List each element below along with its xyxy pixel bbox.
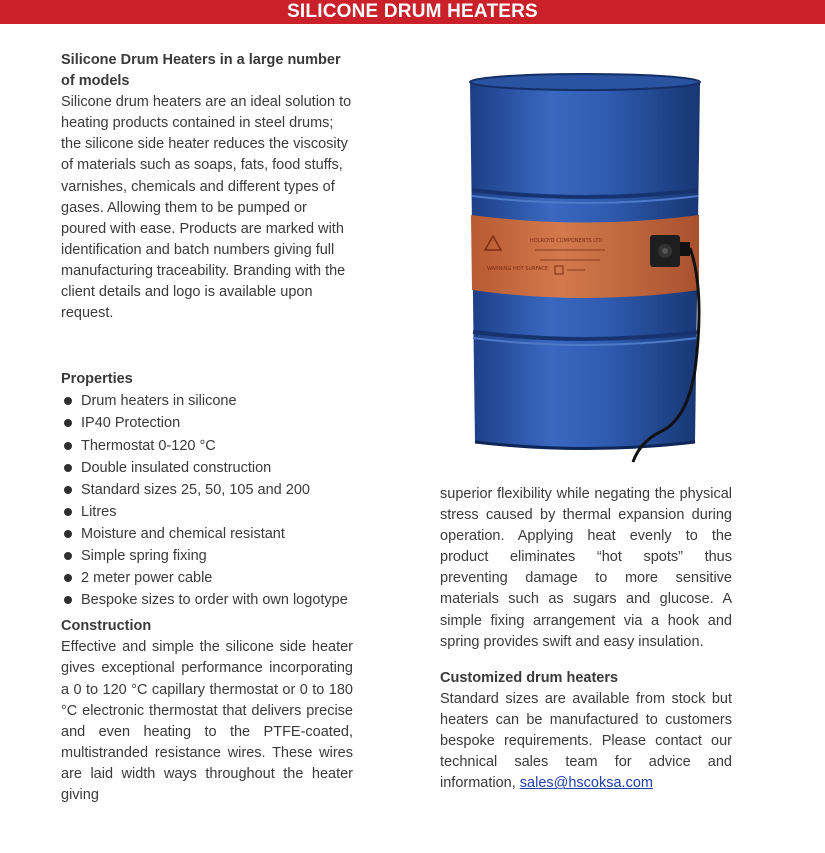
bullet-icon: [64, 596, 72, 604]
bullet-icon: [64, 530, 72, 538]
list-item: Bespoke sizes to order with own logotype: [61, 589, 353, 611]
left-column: [61, 50, 353, 806]
bullet-icon: [64, 397, 72, 405]
list-item: Drum heaters in silicone: [61, 390, 353, 412]
bullet-icon: [64, 419, 72, 427]
intro-heading: Silicone Drum Heaters in a large number of models: [61, 52, 341, 90]
list-item: 2 meter power cable: [61, 567, 353, 589]
drum-heater-image: [455, 70, 715, 470]
list-item: Standard sizes 25, 50, 105 and 200: [61, 479, 353, 501]
list-item: Double insulated construction: [61, 457, 353, 479]
right-column: [440, 484, 732, 794]
bullet-icon: [64, 574, 72, 582]
construction-text: Effective and simple the silicone side heater gives exceptional performance incorporating a 0 to 120 °C capillary thermostat or 0 to 180 °C electronic thermostat that delivers precise and even heating to the PTFE-coated, multistranded resistance wires. These wires are laid width ways throughout the heater giving: [61, 639, 353, 803]
bullet-icon: [64, 442, 72, 450]
list-item: Simple spring fixing: [61, 545, 353, 567]
email-link[interactable]: sales@hscoksa.com: [519, 775, 653, 792]
page-banner: SILICONE DRUM HEATERS: [0, 0, 825, 24]
list-item: Moisture and chemical resistant: [61, 523, 353, 545]
construction-text-continued: superior flexibility while negating the physical stress caused by thermal expansion during operation. Applying heat evenly to the product eliminates “hot spots” thus preventing damage to more sensitive materials such as sugars and glucose. A simple fixing arrangement via a hook and spring provides swift and easy insulation.: [440, 486, 732, 650]
custom-text: Standard sizes are available from stock but heaters can be manufactured to customers bespoke requirements. Please contact our technical sales team for advice and information, sales@hscoksa.com: [440, 690, 732, 792]
heater-warning-label: WARNING HOT SURFACE: [487, 266, 549, 272]
heater-brand-label: HOLROYD COMPONENTS LTD: [530, 238, 603, 244]
intro-text: Silicone drum heaters are an ideal solution to heating products contained in steel drums; the silicone side heater reduces the viscosity of materials such as soaps, fats, food stuffs, varnishes, chemicals and different types of gases. Allowing them to be pumped or poured with ease. Products are marked with identification and batch numbers giving full manufacturing traceability. Branding with the client details and logo is available upon request.: [61, 94, 352, 322]
bullet-icon: [64, 464, 72, 472]
bullet-icon: [64, 552, 72, 560]
list-item: Litres: [61, 501, 353, 523]
list-item: Thermostat 0-120 °C: [61, 435, 353, 457]
custom-heading: Customized drum heaters: [440, 669, 619, 686]
bullet-icon: [64, 486, 72, 494]
construction-heading: Construction: [61, 618, 152, 635]
properties-heading: Properties: [61, 371, 133, 388]
bullet-icon: [64, 508, 72, 516]
list-item: IP40 Protection: [61, 412, 353, 434]
properties-list: [61, 390, 353, 611]
